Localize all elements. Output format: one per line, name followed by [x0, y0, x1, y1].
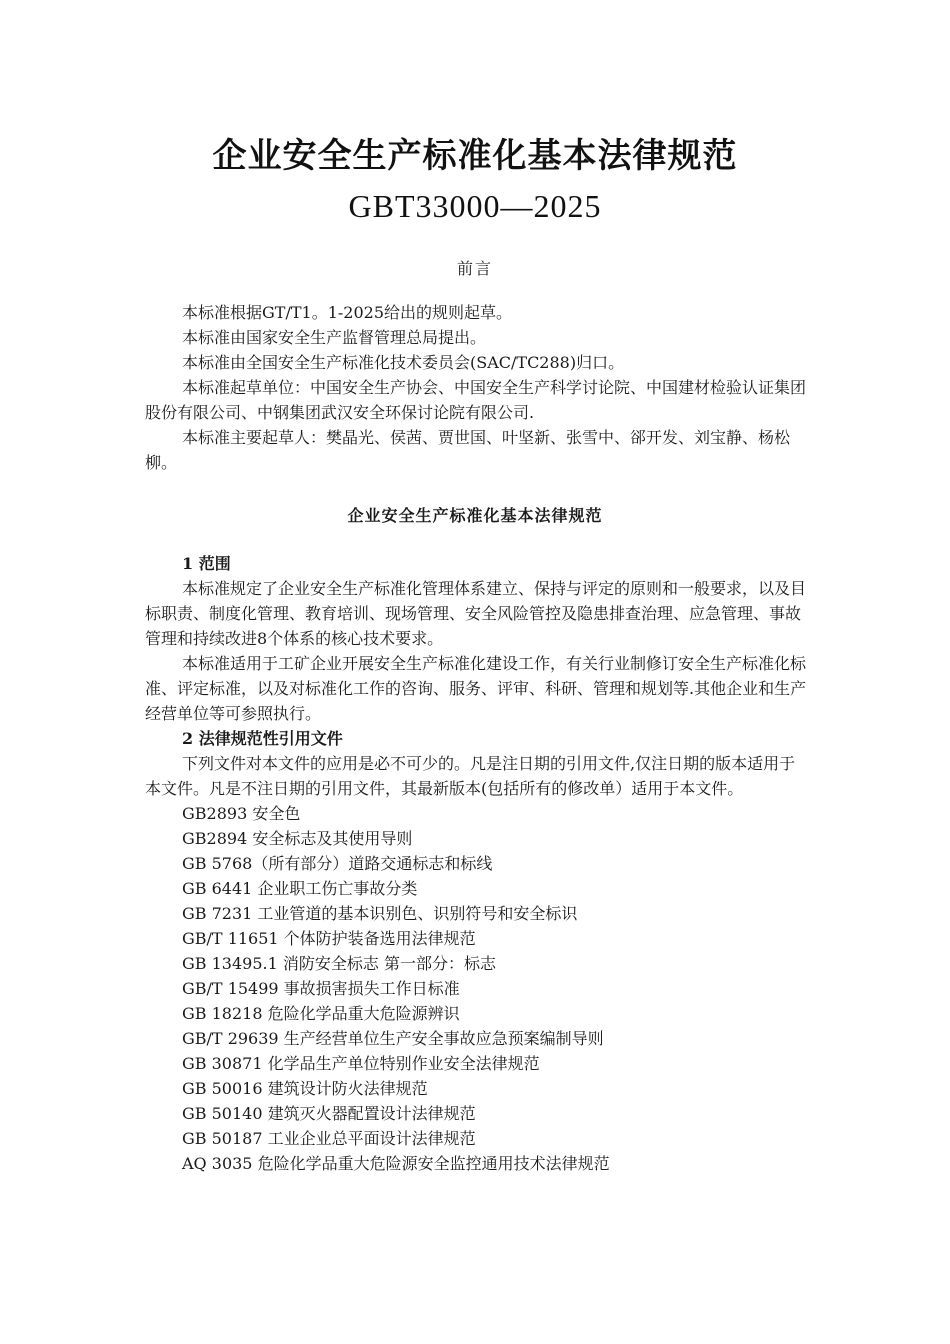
reference-item: GB2894 安全标志及其使用导则	[182, 829, 413, 848]
document-title: 企业安全生产标准化基本法律规范	[212, 136, 738, 176]
preface-heading: 前言	[456, 259, 493, 278]
reference-item: GB 7231 工业管道的基本识别色、识别符号和安全标识	[182, 904, 578, 923]
reference-item: GB/T 29639 生产经营单位生产安全事故应急预案编制导则	[182, 1029, 604, 1048]
reference-item: GB 30871 化学品生产单位特别作业安全法律规范	[182, 1054, 540, 1073]
reference-item: GB 50140 建筑灭火器配置设计法律规范	[182, 1104, 476, 1123]
section-title: 企业安全生产标准化基本法律规范	[347, 506, 603, 525]
scope-heading: 1 范围	[182, 554, 231, 573]
reference-item: GB 13495.1 消防安全标志 第一部分：标志	[182, 954, 496, 973]
main-body	[145, 551, 810, 1176]
reference-item: GB/T 15499 事故损害损失工作日标准	[182, 979, 460, 998]
preface-paragraph: 本标准由全国安全生产标准化技术委员会(SAC/TC288)归口。	[182, 353, 625, 372]
reference-item: GB/T 11651 个体防护装备选用法律规范	[182, 929, 476, 948]
preface-body	[145, 300, 810, 475]
scope-paragraph: 本标准适用于工矿企业开展安全生产标准化建设工作，有关行业制修订安全生产标准化标准、评定标准，以及对标准化工作的咨询、服务、评审、科研、管理和规划等.其他企业和生产经营单位等可参照执行。	[145, 654, 807, 723]
reference-item: AQ 3035 危险化学品重大危险源安全监控通用技术法律规范	[182, 1154, 610, 1173]
reference-item: GB 6441 企业职工伤亡事故分类	[182, 879, 418, 898]
reference-item: GB 5768（所有部分）道路交通标志和标线	[182, 854, 493, 873]
reference-item: GB 18218 危险化学品重大危险源辨识	[182, 1004, 460, 1023]
preface-paragraph: 本标准主要起草人：樊晶光、侯茜、贾世国、叶坚新、张雪中、郤开发、刘宝静、杨松柳。	[145, 428, 791, 472]
preface-paragraph: 本标准起草单位：中国安全生产协会、中国安全生产科学讨论院、中国建材检验认证集团股份有限公司、中钢集团武汉安全环保讨论院有限公司.	[145, 378, 807, 422]
document-code: GBT33000—2025	[348, 188, 602, 224]
scope-paragraph: 本标准规定了企业安全生产标准化管理体系建立、保持与评定的原则和一般要求，以及目标职责、制度化管理、教育培训、现场管理、安全风险管控及隐患排查治理、应急管理、事故管理和持续改进8个体系的核心技术要求。	[145, 579, 807, 648]
references-heading: 2 法律规范性引用文件	[182, 729, 343, 748]
reference-item: GB 50187 工业企业总平面设计法律规范	[182, 1129, 476, 1148]
references-intro: 下列文件对本文件的应用是必不可少的。凡是注日期的引用文件,仅注日期的版本适用于本文件。凡是不注日期的引用文件，其最新版本(包括所有的修改单）适用于本文件。	[145, 754, 796, 798]
preface-paragraph: 本标准根据GT/T1。1-2025给出的规则起草。	[182, 303, 513, 322]
preface-paragraph: 本标准由国家安全生产监督管理总局提出。	[182, 328, 487, 347]
reference-item: GB 50016 建筑设计防火法律规范	[182, 1079, 428, 1098]
reference-list	[145, 801, 810, 1176]
reference-item: GB2893 安全色	[182, 804, 301, 823]
